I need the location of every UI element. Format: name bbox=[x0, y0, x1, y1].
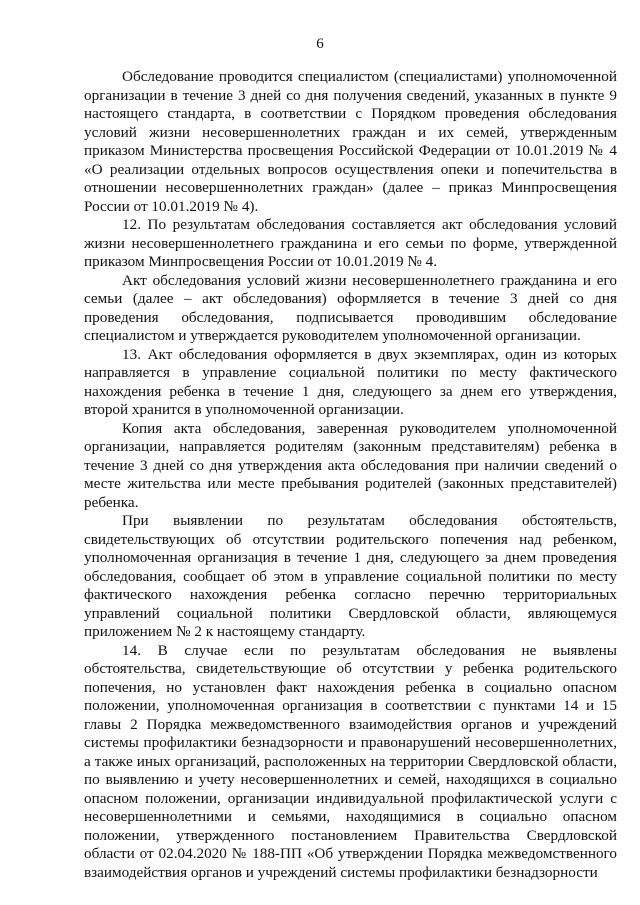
paragraph-act-copy-to-parents: Копия акта обследования, заверенная руководителем уполномоченной организации, направляется родителям (законным представителям) ребенка в течение 3 дней со дня утверждения акта обследования при наличии сведений о месте жительства или месте пребывания родителей (законных представителей) ребенка. bbox=[84, 419, 617, 511]
paragraph-act-formalization: Акт обследования условий жизни несовершеннолетнего гражданина и его семьи (далее – акт обследования) оформляется в течение 3 дней со дня проведения обследования, подписывается проводившим обследование специалистом и утверждается руководителем уполномоченной организации. bbox=[84, 271, 617, 344]
document-body bbox=[84, 68, 617, 882]
paragraph-13-act-copies: 13. Акт обследования оформляется в двух экземплярах, один из которых направляется в управление социальной политики по месту фактического нахождения ребенка в течение 1 дня, следующего за днем его утверждения, второй хранится в уполномоченной организации. bbox=[84, 345, 617, 418]
paragraph-examination-procedure: Обследование проводится специалистом (специалистами) уполномоченной организации в течение 3 дней со дня получения сведений, указанных в пункте 9 настоящего стандарта, в соответствии с Порядком проведения обследования условий жизни несовершеннолетних граждан и их семей, утвержденным приказом Министерства просвещения Российской Федерации от 10.01.2019 № 4 «О реализации отдельных вопросов осуществления опеки и попечительства в отношении несовершеннолетних граждан» (далее – приказ Минпросвещения России от 10.01.2019 № 4). bbox=[84, 68, 617, 215]
page-number: 6 bbox=[316, 36, 324, 52]
paragraph-14-socially-dangerous-position: 14. В случае если по результатам обследования не выявлены обстоятельства, свидетельствующие об отсутствии у ребенка родительского попечения, но установлен факт нахождения ребенка в социально опасном положении, уполномоченная организация в соответствии с пунктами 14 и 15 главы 2 Порядка межведомственного взаимодействия органов и учреждений системы профилактики безнадзорности и правонарушений несовершеннолетних, а также иных организаций, расположенных на территории Свердловской области, по выявлению и учету несовершеннолетних и семей, находящихся в социально опасном положении, организации индивидуальной профилактической услуги с несовершеннолетними и семьями, находящимися в социально опасном положении, утвержденного постановлением Правительства Свердловской области от 02.04.2020 № 188-ПП «Об утверждении Порядка межведомственного взаимодействия органов и учреждений системы профилактики безнадзорности bbox=[84, 641, 617, 881]
paragraph-lack-of-parental-care: При выявлении по результатам обследования обстоятельств, свидетельствующих об отсутствии родительского попечения над ребенком, уполномоченная организация в течение 1 дня, следующего за днем проведения обследования, сообщает об этом в управление социальной политики по месту фактического нахождения ребенка согласно перечню территориальных управлений социальной политики Свердловской области, являющемуся приложением № 2 к настоящему стандарту. bbox=[84, 512, 617, 640]
paragraph-12-examination-act: 12. По результатам обследования составляется акт обследования условий жизни несовершеннолетнего гражданина и его семьи по форме, утвержденной приказом Минпросвещения России от 10.01.2019 № 4. bbox=[84, 216, 617, 270]
